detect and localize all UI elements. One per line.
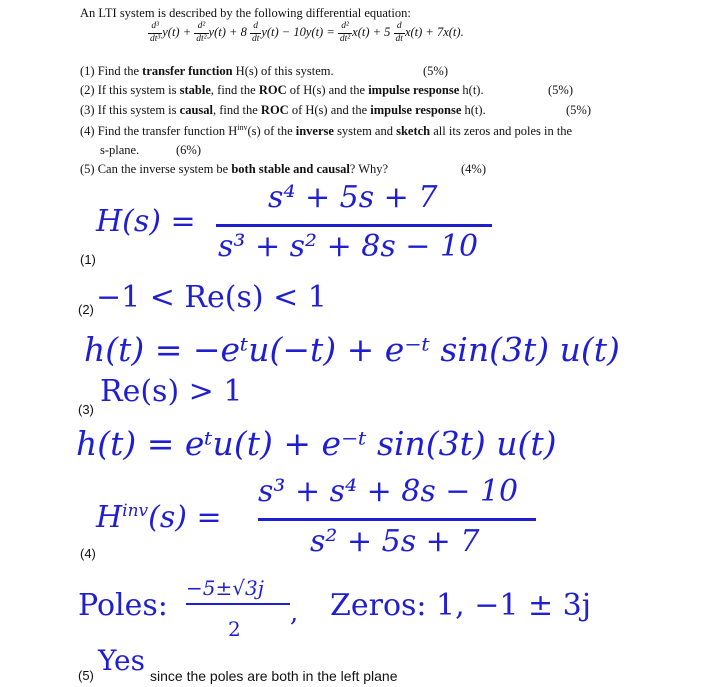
question-1-points: (5%)	[423, 64, 448, 78]
answer-3-label: (3)	[78, 402, 94, 417]
answer-4-poles-label: Poles:	[78, 588, 168, 623]
answer-2-roc: −1 < Re(s) < 1	[96, 280, 327, 315]
answer-4-numerator: s³ + s⁴ + 8s − 10	[258, 474, 519, 509]
answer-1-denominator: s³ + s² + 8s − 10	[218, 229, 479, 264]
question-5: (5) Can the inverse system be both stable and causal? Why?	[80, 162, 389, 176]
differential-equation: $\frac{\text{d³}}{\text{dt³}}$ y(t) + $\frac{\text{d²}}{\text{dt²}}$ y(t) + 8 $\frac{d}{dt}$ y(t) − 10y(t) = $\frac{\text{d²}}{\text{dt²}}$ x(t) + 5 $\frac{d}{dt}$ x(t) + 7x(t).	[150, 21, 464, 44]
question-2: (2) If this system is stable, find the ROC of H(s) and the impulse response h(t).	[80, 83, 484, 97]
answer-1-lhs: H(s) =	[96, 204, 196, 239]
answer-5-yes: Yes	[98, 644, 145, 677]
answer-3-impulse-response: h(t) = eᵗu(t) + e⁻ᵗ sin(3t) u(t)	[76, 424, 557, 463]
question-4-line2: s-plane.	[100, 143, 140, 157]
answer-3-roc: Re(s) > 1	[100, 374, 243, 409]
question-5-points: (4%)	[461, 162, 486, 176]
question-4: (4) Find the transfer function $H^{inv}(s)$ of the inverse system and sketch all its zeros and poles in the	[80, 123, 573, 139]
question-3-points: (5%)	[566, 103, 591, 117]
answer-1-label: (1)	[80, 252, 96, 267]
answer-4-fraction-bar	[258, 518, 536, 521]
answer-5-reason: since the poles are both in the left plane	[150, 668, 398, 684]
answer-4-label: (4)	[80, 546, 96, 561]
answer-4-poles-fraction-bar	[186, 603, 290, 605]
question-4-points: (6%)	[176, 143, 201, 157]
answer-4-zeros: Zeros: 1, −1 ± 3j	[330, 588, 592, 623]
answer-4-poles-numerator: −5±√3j	[186, 576, 264, 600]
answer-4-comma: ,	[290, 598, 299, 628]
problem-intro: An LTI system is described by the following differential equation:	[80, 6, 411, 20]
answer-1-numerator: s⁴ + 5s + 7	[268, 180, 438, 215]
answer-4-poles-denominator: 2	[228, 617, 241, 641]
question-3: (3) If this system is causal, find the ROC of H(s) and the impulse response h(t).	[80, 103, 486, 117]
question-1: (1) Find the transfer function H(s) of this system.	[80, 64, 334, 78]
answer-4-denominator: s² + 5s + 7	[310, 524, 480, 559]
answer-2-impulse-response: h(t) = −eᵗu(−t) + e⁻ᵗ sin(3t) u(t)	[84, 330, 620, 369]
answer-5-label: (5)	[78, 668, 94, 683]
answer-1-fraction-bar	[216, 224, 492, 227]
question-2-points: (5%)	[548, 83, 573, 97]
answer-2-label: (2)	[78, 302, 94, 317]
answer-4-lhs: $H^{inv}(s)$ =	[96, 500, 222, 535]
